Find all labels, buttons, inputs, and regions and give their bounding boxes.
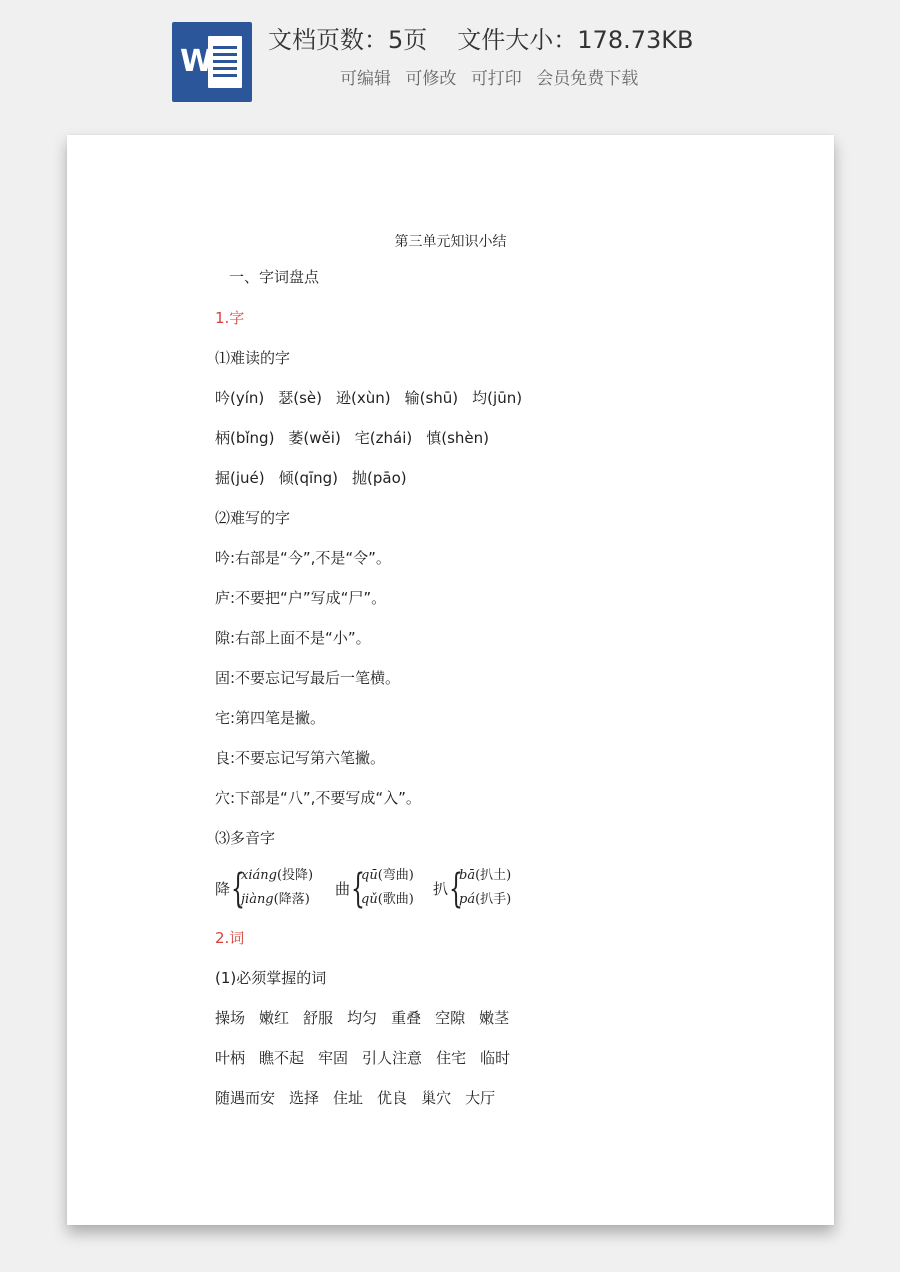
hard-read-item: 均(jūn) bbox=[472, 389, 523, 407]
hard-read-item: 吟(yín) bbox=[215, 389, 265, 407]
word-document-icon bbox=[172, 22, 252, 102]
hard-write-note: 良:不要忘记写第六笔撇。 bbox=[215, 749, 386, 767]
word-item: 优良 bbox=[377, 1089, 408, 1107]
word-item: 舒服 bbox=[303, 1009, 334, 1027]
word-item: 引人注意 bbox=[362, 1049, 423, 1067]
word-item: 瞧不起 bbox=[259, 1049, 305, 1067]
hard-read-item: 逊(xùn) bbox=[336, 389, 391, 407]
subheading-hard-to-read: ⑴难读的字 bbox=[215, 349, 291, 367]
hard-read-item: 瑟(sè) bbox=[278, 389, 323, 407]
hard-read-item: 输(shū) bbox=[404, 389, 459, 407]
hard-write-note: 固:不要忘记写最后一笔横。 bbox=[215, 669, 401, 687]
hard-read-row bbox=[215, 386, 522, 410]
word-row bbox=[215, 1086, 495, 1110]
word-logo-letter: W bbox=[180, 44, 214, 79]
hard-read-item: 萎(wěi) bbox=[288, 429, 341, 447]
feature-member-download: 会员免费下载 bbox=[536, 69, 639, 89]
subheading-words: 2.词 bbox=[215, 929, 245, 947]
hard-write-note: 庐:不要把“户”写成“尸”。 bbox=[215, 589, 387, 607]
hard-write-note: 宅:第四笔是撇。 bbox=[215, 709, 326, 727]
polyphonic-reading: qǔ(歌曲) bbox=[361, 892, 414, 907]
hard-read-item: 柄(bǐng) bbox=[215, 429, 275, 447]
brace-symbol: { bbox=[449, 866, 463, 912]
feature-list bbox=[340, 64, 647, 94]
word-row bbox=[215, 1046, 510, 1070]
word-item: 随遇而安 bbox=[215, 1089, 276, 1107]
polyphonic-char: 扒 bbox=[433, 880, 449, 898]
word-item: 住宅 bbox=[436, 1049, 467, 1067]
word-item: 空隙 bbox=[435, 1009, 466, 1027]
word-item: 重叠 bbox=[391, 1009, 422, 1027]
hard-read-row bbox=[215, 466, 407, 490]
hard-read-item: 掘(jué) bbox=[215, 469, 265, 487]
page-count: 文档页数：5页 bbox=[268, 26, 428, 54]
word-item: 临时 bbox=[480, 1049, 511, 1067]
word-item: 操场 bbox=[215, 1009, 246, 1027]
word-row bbox=[215, 1006, 509, 1030]
word-item: 嫩红 bbox=[259, 1009, 290, 1027]
feature-editable: 可编辑 bbox=[340, 69, 391, 89]
hard-read-item: 倾(qīng) bbox=[278, 469, 339, 487]
word-item: 巢穴 bbox=[421, 1089, 452, 1107]
hard-read-row bbox=[215, 426, 489, 450]
polyphonic-reading: pá(扒手) bbox=[459, 892, 512, 907]
polyphonic-reading: qū(弯曲) bbox=[361, 868, 414, 883]
polyphonic-reading: jiàng(降落) bbox=[241, 892, 310, 907]
word-item: 叶柄 bbox=[215, 1049, 246, 1067]
hard-read-item: 宅(zhái) bbox=[354, 429, 413, 447]
word-item: 牢固 bbox=[318, 1049, 349, 1067]
document-title: 第三单元知识小结 bbox=[394, 234, 507, 250]
word-item: 嫩茎 bbox=[479, 1009, 510, 1027]
hard-write-note: 吟:右部是“今”,不是“令”。 bbox=[215, 549, 391, 567]
subheading-must-master: (1)必须掌握的词 bbox=[215, 969, 327, 987]
brace-symbol: { bbox=[351, 866, 365, 912]
hard-write-note: 隙:右部上面不是“小”。 bbox=[215, 629, 371, 647]
polyphonic-char: 降 bbox=[215, 880, 231, 898]
hard-read-item: 慎(shèn) bbox=[426, 429, 490, 447]
polyphonic-reading: bā(扒土) bbox=[459, 868, 512, 883]
word-item: 住址 bbox=[333, 1089, 364, 1107]
file-size: 文件大小：178.73KB bbox=[457, 26, 694, 54]
section-heading: 一、字词盘点 bbox=[229, 268, 320, 286]
subheading-polyphonic: ⑶多音字 bbox=[215, 829, 276, 847]
feature-printable: 可打印 bbox=[470, 69, 522, 89]
word-item: 均匀 bbox=[347, 1009, 378, 1027]
subheading-hard-to-write: ⑵难写的字 bbox=[215, 509, 291, 527]
polyphonic-reading: xiáng(投降) bbox=[241, 868, 314, 883]
hard-read-item: 抛(pāo) bbox=[352, 469, 407, 487]
hard-write-note: 穴:下部是“八”,不要写成“入”。 bbox=[215, 789, 421, 807]
polyphonic-char: 曲 bbox=[335, 880, 351, 898]
word-item: 大厅 bbox=[465, 1089, 496, 1107]
document-page bbox=[67, 135, 834, 1225]
download-info-header bbox=[0, 0, 900, 130]
brace-symbol: { bbox=[231, 866, 245, 912]
file-info bbox=[268, 20, 693, 60]
word-item: 选择 bbox=[289, 1089, 320, 1107]
feature-modifiable: 可修改 bbox=[405, 69, 457, 89]
subheading-characters: 1.字 bbox=[215, 309, 245, 327]
